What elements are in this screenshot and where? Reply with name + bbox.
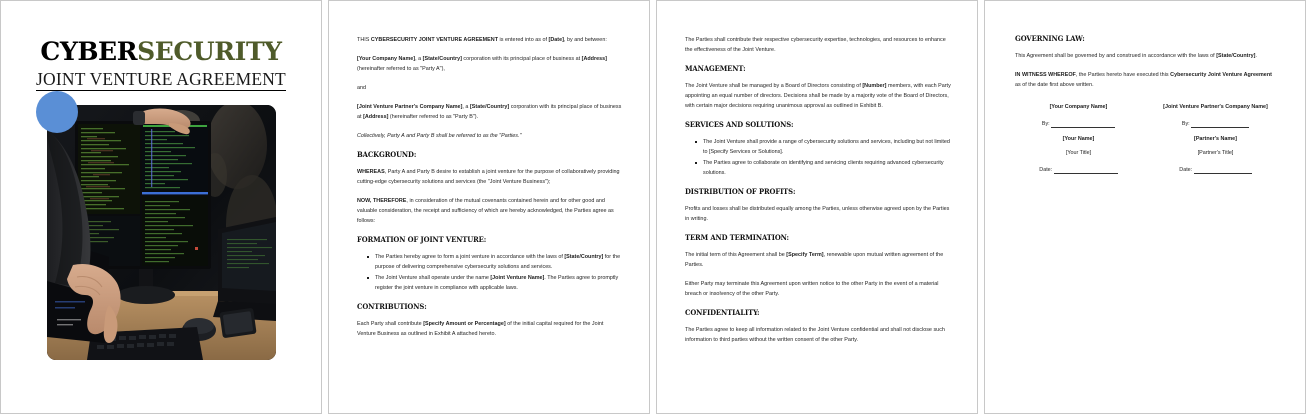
cover-subtitle: JOINT VENTURE AGREEMENT <box>36 69 286 91</box>
heading-distribution-of-profits: DISTRIBUTION OF PROFITS: <box>685 186 796 196</box>
party-a-paragraph <box>357 54 623 74</box>
party-a-address: [Address] <box>581 56 607 62</box>
signature-column-party-b <box>1152 103 1279 181</box>
heading-background: BACKGROUND: <box>357 150 417 159</box>
signature-by-line[interactable] <box>1191 121 1249 128</box>
contribute-expertise-paragraph: The Parties shall contribute their respective cybersecurity expertise, technologies, and resources to enhance the effectiveness of the Joint Venture. <box>685 37 946 53</box>
signature-by-line[interactable] <box>1051 121 1115 128</box>
formation-b1-a: The Parties hereby agree to form a joint venture in accordance with the laws of <box>375 254 565 260</box>
formation-b2-c: . The Parties agree to promptly register the joint venture in compliance with applicable laws. <box>375 274 619 291</box>
profits-paragraph: Profits and losses shall be distributed equally among the Parties, unless otherwise agreed upon by the Parties in writing. <box>685 205 950 222</box>
party-b-state: [State/Country] <box>469 104 510 110</box>
signature-date-label: Date: <box>1179 166 1193 173</box>
witness-post: as of the date first above written. <box>1015 82 1094 88</box>
term-c: , renewable upon mutual written agreement of the Parties. <box>685 251 944 268</box>
party-a-post: (hereinafter referred to as "Party A"), <box>357 66 445 72</box>
and-connector: and <box>357 85 367 91</box>
formation-bullet-list <box>357 252 623 293</box>
page-4-content <box>985 1 1305 181</box>
contributions-c: of the initial capital required for the Joint Venture Business as outlined in Exhibit A attached hereto. <box>357 320 604 337</box>
intro-date-placeholder: [Date] <box>548 37 564 43</box>
contributions-paragraph <box>357 319 623 339</box>
cover-subtitle-wrap <box>29 69 293 91</box>
formation-b2-name: [Joint Venture Name] <box>490 274 545 281</box>
page-3-content <box>657 1 977 345</box>
list-item: The Joint Venture shall provide a range of cybersecurity solutions and services, including but not limited to [Specify Services or Solutions]. <box>703 139 950 155</box>
formation-b1-state: [State/Country] <box>564 254 604 260</box>
party-b-mid1: , a <box>462 104 470 110</box>
signature-by-row <box>1152 120 1279 129</box>
term-placeholder: [Specify Term] <box>786 251 824 258</box>
governing-a: This Agreement shall be governed by and construed in accordance with the laws of <box>1015 53 1217 59</box>
formation-b2-a: The Joint Venture shall operate under the name <box>375 274 491 281</box>
intro-pre: THIS <box>357 37 371 43</box>
intro-paragraph <box>357 35 623 45</box>
party-b-post: (hereinafter referred to as "Party B"). <box>388 114 479 120</box>
witness-label: IN WITNESS WHEREOF <box>1015 72 1076 78</box>
heading-term-and-termination: TERM AND TERMINATION: <box>685 232 789 242</box>
term-paragraph <box>685 250 951 270</box>
cover-photo-illustration <box>47 105 276 360</box>
signature-person-name: [Partner's Name] <box>1194 136 1237 143</box>
signature-block <box>1015 103 1279 181</box>
signature-by-label: By: <box>1181 120 1190 127</box>
cover-brand-title <box>29 39 293 64</box>
blue-circle-decoration <box>36 91 78 133</box>
formation-b1-c: for the purpose of delivering comprehensive cybersecurity solutions and services. <box>375 254 621 270</box>
management-c: members, with each Party appointing an equal number of directors. Decisions shall be made by a majority vote of the Board of Directors, with certain major decisions requiring unanimous approval as outlined in Exhibit B. <box>685 83 951 109</box>
signature-person-title: [Your Title] <box>1065 149 1092 156</box>
intro-mid: is entered into as of <box>498 37 549 43</box>
heading-confidentiality: CONFIDENTIALITY: <box>685 307 760 317</box>
list-item: The Parties agree to collaborate on identifying and servicing clients requiring advanced cybersecurity solutions. <box>703 158 951 178</box>
document-page-4[interactable] <box>984 0 1306 414</box>
party-b-paragraph <box>357 102 623 122</box>
heading-formation-of-joint-venture: FORMATION OF JOINT VENTURE: <box>357 235 487 244</box>
termination-paragraph: Either Party may terminate this Agreement upon written notice to the other Party in the event of a material breach or insolvency of the other Party. <box>685 280 939 297</box>
contributions-amount: [Specify Amount or Percentage] <box>423 320 506 327</box>
cover-photo <box>47 105 276 360</box>
party-b-mid2: corporation with its principal place of business at <box>357 104 622 120</box>
management-paragraph <box>685 81 951 111</box>
signature-person-title: [Partner's Title] <box>1197 149 1234 156</box>
cover-photo-wrap <box>47 105 276 360</box>
heading-governing-law: GOVERNING LAW: <box>1015 34 1085 43</box>
witness-agreement-name: Cybersecurity Joint Venture Agreement <box>1170 72 1272 78</box>
witness-paragraph <box>1015 70 1279 90</box>
governing-c: . <box>1255 53 1257 59</box>
document-page-2[interactable] <box>328 0 650 414</box>
document-page-1[interactable] <box>0 0 322 414</box>
governing-law-paragraph <box>1015 51 1279 61</box>
signature-column-party-a <box>1015 103 1142 181</box>
intro-agreement-name: CYBERSECURITY JOINT VENTURE AGREEMENT <box>370 37 499 43</box>
signature-company-name: [Your Company Name] <box>1049 104 1108 110</box>
heading-management: MANAGEMENT: <box>685 64 746 73</box>
party-a-mid1: , a <box>415 56 423 62</box>
list-item <box>375 252 623 272</box>
now-therefore-body: , in consideration of the mutual covenants contained herein and for other good and valuable consideration, the receipt and sufficiency of which are hereby acknowledged, the Parties agree as follows: <box>357 198 614 224</box>
list-item <box>375 273 623 293</box>
confidentiality-paragraph: The Parties agree to keep all information related to the Joint Venture confidential and shall not disclose such information to third parties without the written consent of the other Party. <box>685 326 945 343</box>
intro-post: , by and between: <box>563 37 607 43</box>
collectively-text: Collectively, Party A and Party B shall be referred to as the "Parties." <box>357 133 522 139</box>
signature-date-label: Date: <box>1039 166 1053 173</box>
signature-person-name: [Your Name] <box>1062 136 1095 143</box>
management-a: The Joint Venture shall be managed by a Board of Directors consisting of <box>685 83 863 89</box>
party-a-company: [Your Company Name] <box>357 56 416 62</box>
party-a-state: [State/Country] <box>422 56 462 62</box>
signature-date-row <box>1152 166 1279 175</box>
page-2-content <box>329 1 649 339</box>
whereas-body: , Party A and Party B desire to establish a joint venture for the purpose of collaboratively providing cutting-edge cybersecurity solutions and services (the "Joint Venture Business"); <box>357 169 620 185</box>
contributions-a: Each Party shall contribute <box>357 320 424 327</box>
signature-date-line[interactable] <box>1054 167 1118 174</box>
whereas-paragraph <box>357 167 623 187</box>
brand-word-cyber: CYBER <box>40 37 138 66</box>
heading-contributions: CONTRIBUTIONS: <box>357 301 427 311</box>
party-b-company: [Joint Venture Partner's Company Name] <box>357 104 463 110</box>
document-page-3[interactable] <box>656 0 978 414</box>
signature-date-line[interactable] <box>1194 167 1252 174</box>
brand-word-security: SECURITY <box>137 37 282 66</box>
signature-by-label: By: <box>1041 120 1050 127</box>
witness-mid: , the Parties hereto have executed this <box>1075 72 1171 78</box>
signature-date-row <box>1015 166 1142 175</box>
party-b-address: [Address] <box>363 114 389 120</box>
term-a: The initial term of this Agreement shall be <box>685 251 787 258</box>
services-bullet-list <box>685 137 951 178</box>
collectively-paragraph <box>357 131 623 141</box>
signature-company-name: [Joint Venture Partner's Company Name] <box>1163 104 1268 110</box>
party-a-mid2: corporation with its principal place of business at <box>461 56 582 62</box>
cover-content <box>1 1 321 360</box>
whereas-label: WHEREAS <box>357 169 385 175</box>
signature-by-row <box>1015 120 1142 129</box>
now-therefore-label: NOW, THEREFORE <box>357 198 407 204</box>
heading-services-and-solutions: SERVICES AND SOLUTIONS: <box>685 120 794 129</box>
now-therefore-paragraph <box>357 196 623 226</box>
management-number: [Number] <box>862 83 887 89</box>
governing-state: [State/Country] <box>1216 53 1256 59</box>
